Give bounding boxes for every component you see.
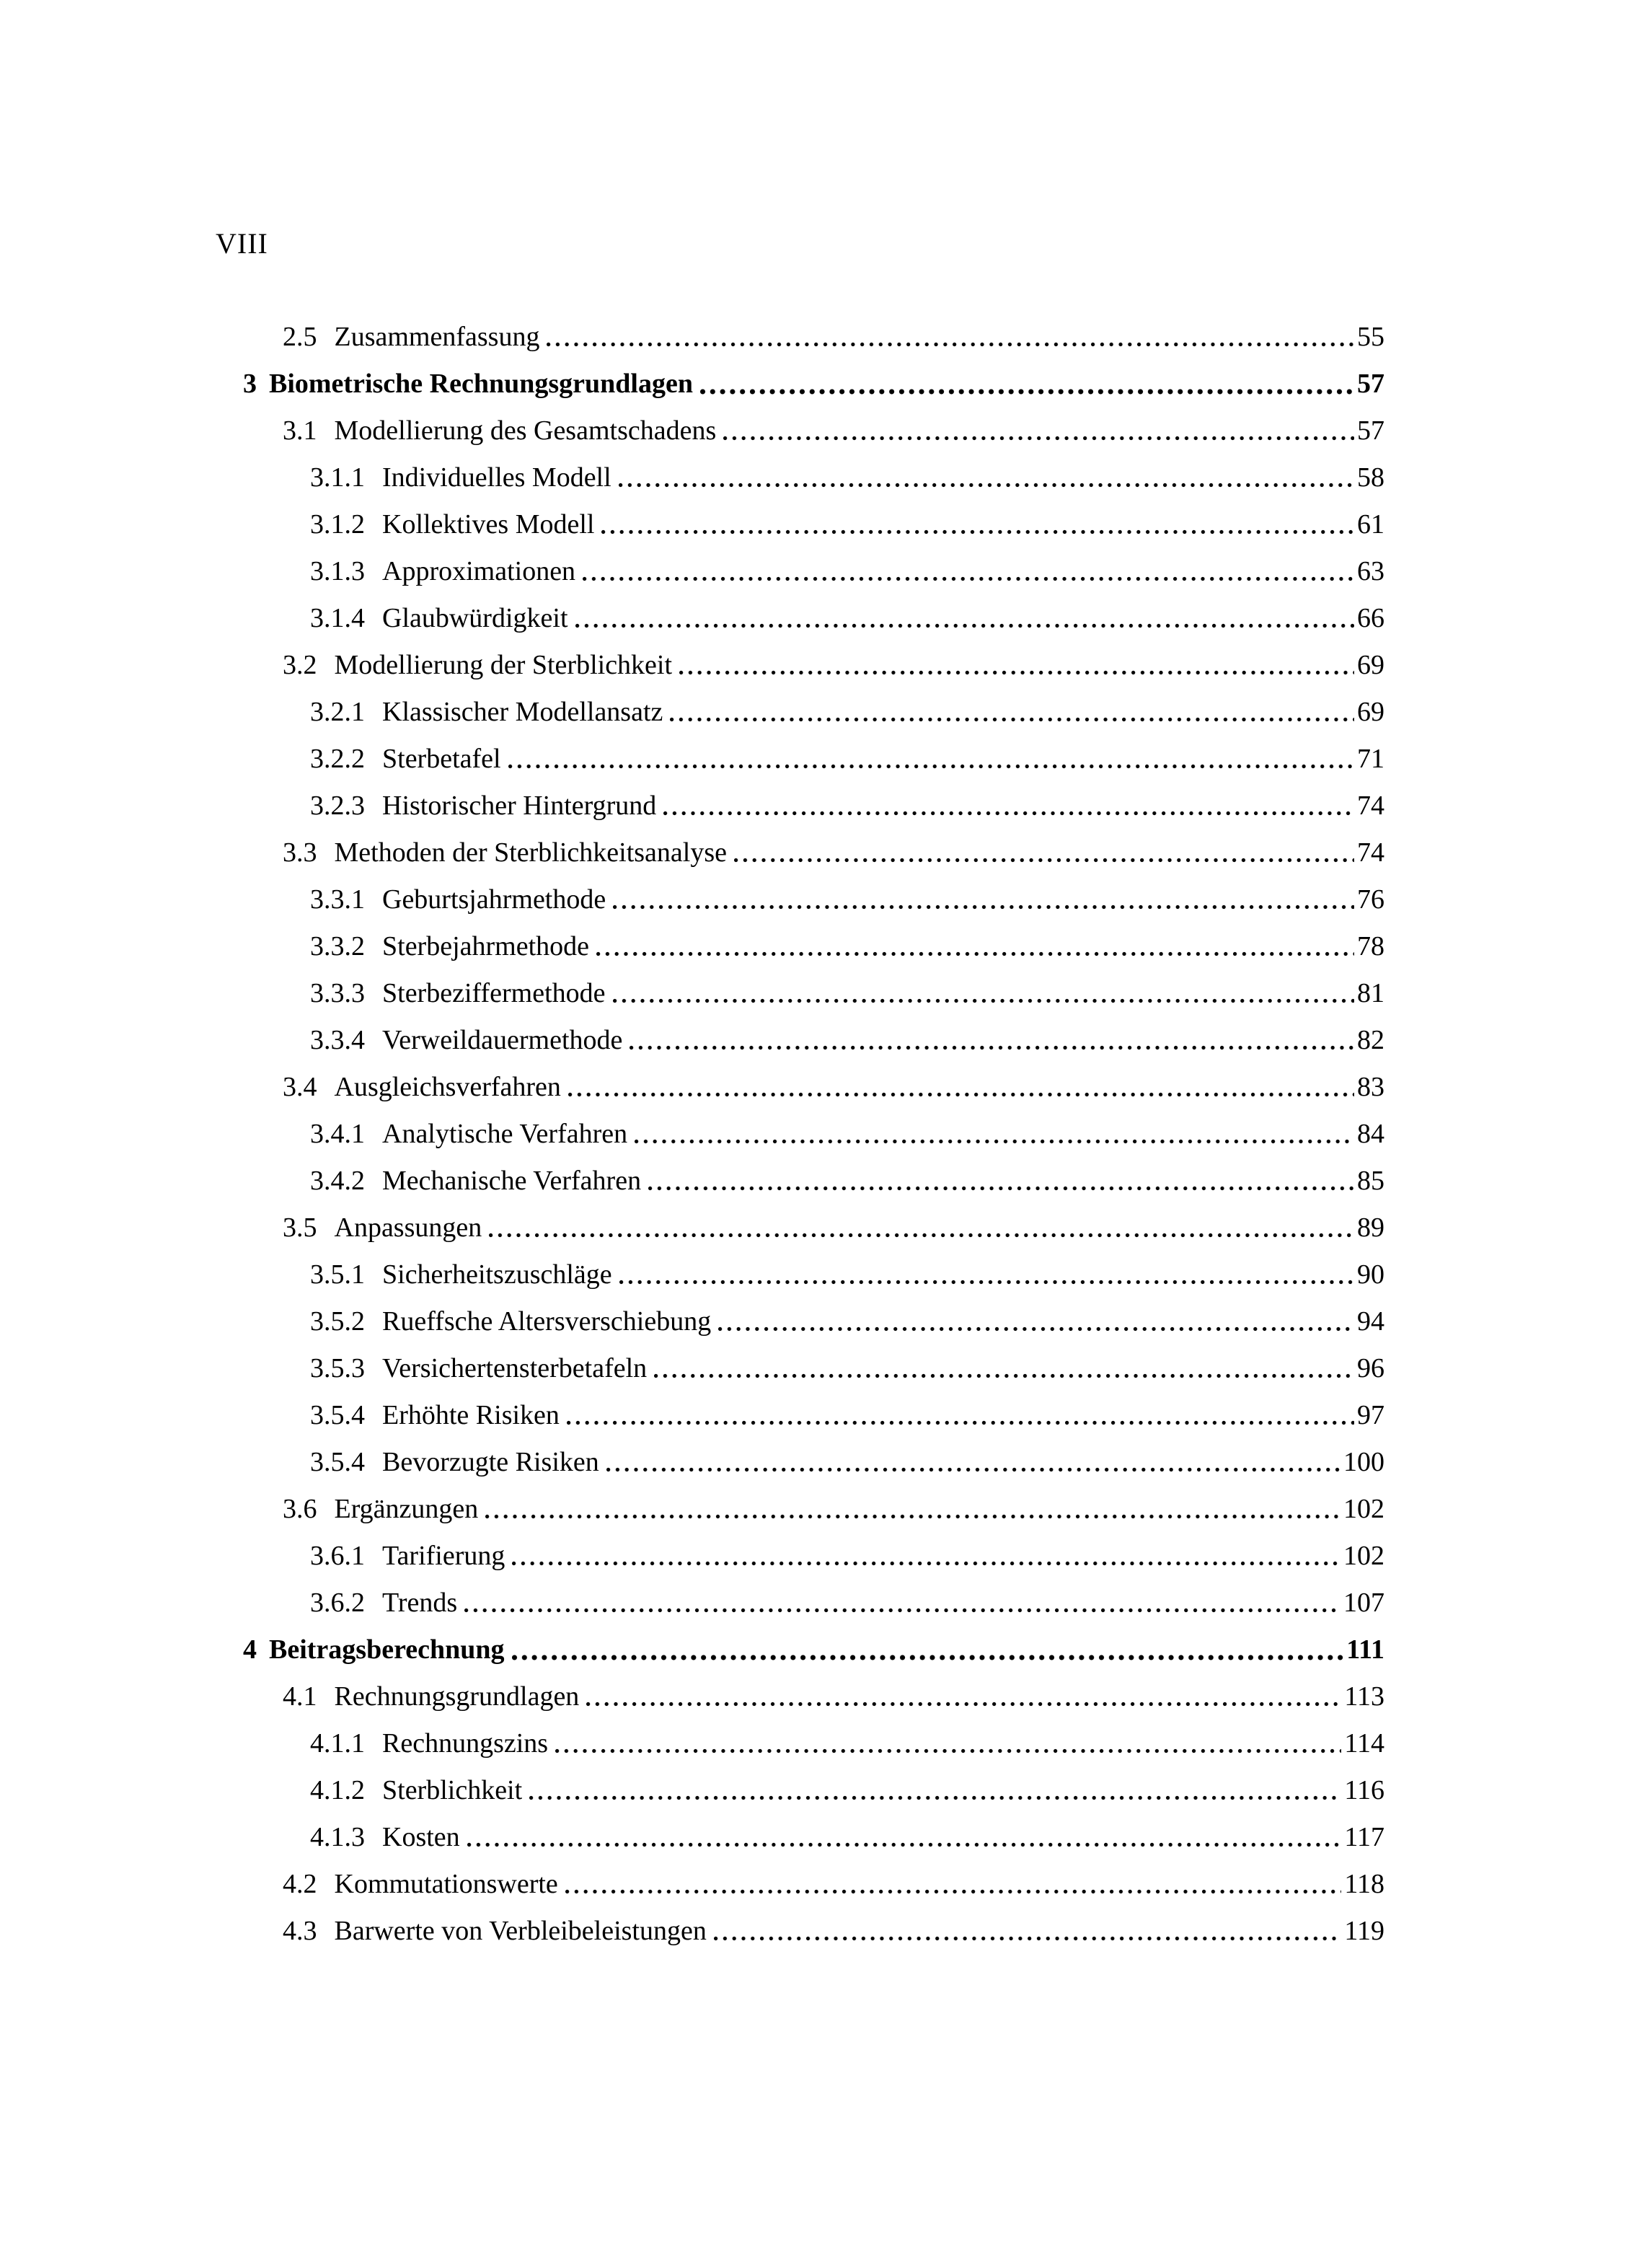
toc-entry-page: 111 <box>1346 1634 1384 1665</box>
toc-entry-number: 3.1.3 <box>310 556 365 587</box>
toc-entry <box>243 1150 1384 1197</box>
toc-entry <box>243 1431 1384 1478</box>
toc-entry <box>243 868 1384 915</box>
toc-entry <box>243 681 1384 728</box>
toc-entry-title: Rechnungsgrundlagen <box>334 1681 580 1712</box>
toc-entry <box>243 775 1384 822</box>
toc-entry-title: Geburtsjahrmethode <box>382 884 606 915</box>
toc-entry <box>243 446 1384 493</box>
dot-leader <box>596 951 1354 956</box>
toc-entry-title: Sterbetafel <box>382 744 501 775</box>
dot-leader <box>718 1326 1354 1332</box>
toc-entry-page: 69 <box>1357 650 1384 681</box>
dot-leader <box>547 342 1354 347</box>
toc-entry <box>243 634 1384 681</box>
toc-entry-number: 3.2.3 <box>310 791 365 822</box>
dot-leader <box>630 1045 1354 1050</box>
toc-entry-page: 102 <box>1343 1494 1384 1525</box>
toc-entry-page: 66 <box>1357 603 1384 634</box>
toc-entry-page: 55 <box>1357 322 1384 353</box>
dot-leader <box>723 436 1354 441</box>
toc-entry <box>243 1525 1384 1572</box>
toc-entry-title: Kosten <box>382 1822 460 1853</box>
toc-entry-number: 3.1 <box>283 415 317 446</box>
toc-entry <box>243 962 1384 1009</box>
toc-entry-title: Approximationen <box>382 556 576 587</box>
toc-entry-title: Zusammenfassung <box>334 322 540 353</box>
dot-leader <box>529 1795 1341 1800</box>
toc-entry-title: Analytische Verfahren <box>382 1119 628 1150</box>
dot-leader <box>489 1233 1354 1238</box>
toc-entry-page: 102 <box>1343 1541 1384 1572</box>
toc-entry-title: Sterblichkeit <box>382 1775 523 1806</box>
toc-entry-number: 3.6 <box>283 1494 317 1525</box>
dot-leader <box>635 1139 1354 1144</box>
dot-leader <box>586 1702 1341 1707</box>
toc-entry-page: 78 <box>1357 931 1384 962</box>
toc-entry-page: 61 <box>1357 509 1384 540</box>
toc-entry-title: Mechanische Verfahren <box>382 1166 642 1197</box>
toc-entry-page: 63 <box>1357 556 1384 587</box>
toc-entry-number: 4.1.1 <box>310 1728 365 1759</box>
toc-entry-title: Klassischer Modellansatz <box>382 697 663 728</box>
toc-entry <box>243 1478 1384 1525</box>
toc-entry-number: 3.3.2 <box>310 931 365 962</box>
toc-entry-page: 57 <box>1357 369 1384 400</box>
dot-leader <box>670 717 1354 722</box>
toc-entry-title: Sterbejahrmethode <box>382 931 590 962</box>
toc-entry-number: 3 <box>243 369 257 400</box>
page-number-header: VIII <box>216 227 268 260</box>
toc-entry <box>243 1244 1384 1290</box>
dot-leader <box>654 1373 1354 1378</box>
toc-entry-number: 4.3 <box>283 1916 317 1947</box>
toc-entry-number: 3.2.1 <box>310 697 365 728</box>
toc-entry-page: 81 <box>1357 978 1384 1009</box>
toc-entry-page: 84 <box>1357 1119 1384 1150</box>
toc-entry-title: Rechnungszins <box>382 1728 549 1759</box>
toc-entry <box>243 306 1384 353</box>
toc-entry-number: 4.2 <box>283 1869 317 1900</box>
dot-leader <box>512 1655 1344 1660</box>
toc-entry-number: 3.2 <box>283 650 317 681</box>
toc-entry-number: 3.5 <box>283 1212 317 1244</box>
dot-leader <box>583 576 1354 581</box>
toc-entry-page: 97 <box>1357 1400 1384 1431</box>
toc-entry <box>243 1337 1384 1384</box>
toc-entry-page: 119 <box>1344 1916 1384 1947</box>
toc-entry-title: Rueffsche Altersverschiebung <box>382 1306 712 1337</box>
dot-leader <box>567 1420 1354 1425</box>
toc-entry <box>243 540 1384 587</box>
dot-leader <box>714 1936 1342 1941</box>
toc-entry-page: 69 <box>1357 697 1384 728</box>
toc-entry-title: Kommutationswerte <box>334 1869 558 1900</box>
toc-entry-title: Glaubwürdigkeit <box>382 603 568 634</box>
toc-entry <box>243 1103 1384 1150</box>
toc-entry-number: 3.4.2 <box>310 1166 365 1197</box>
toc-entry-page: 100 <box>1343 1447 1384 1478</box>
toc-entry <box>243 822 1384 868</box>
dot-leader <box>700 389 1354 395</box>
toc-entry-page: 82 <box>1357 1025 1384 1056</box>
toc-entry-title: Beitragsberechnung <box>269 1634 505 1665</box>
dot-leader <box>508 764 1354 769</box>
toc-entry <box>243 1806 1384 1853</box>
toc-entry-number: 3.6.2 <box>310 1588 365 1619</box>
toc-entry-page: 58 <box>1357 462 1384 493</box>
dot-leader <box>601 529 1354 534</box>
toc-entry-number: 3.3.4 <box>310 1025 365 1056</box>
toc-entry-number: 3.3.3 <box>310 978 365 1009</box>
toc-entry <box>243 1665 1384 1712</box>
toc-entry-number: 4.1.3 <box>310 1822 365 1853</box>
toc-entry-title: Biometrische Rechnungsgrundlagen <box>269 369 693 400</box>
toc-entry <box>243 1384 1384 1431</box>
toc-entry-number: 4.1.2 <box>310 1775 365 1806</box>
toc-entry-title: Trends <box>382 1588 458 1619</box>
dot-leader <box>619 1280 1354 1285</box>
toc-entry-title: Kollektives Modell <box>382 509 595 540</box>
toc-entry <box>243 1619 1384 1665</box>
toc-entry-title: Erhöhte Risiken <box>382 1400 560 1431</box>
dot-leader <box>613 905 1354 910</box>
toc-entry-title: Anpassungen <box>334 1212 482 1244</box>
dot-leader <box>485 1514 1340 1519</box>
toc-entry-number: 3.4.1 <box>310 1119 365 1150</box>
toc-entry-number: 3.4 <box>283 1072 317 1103</box>
toc-entry-title: Individuelles Modell <box>382 462 611 493</box>
toc-entry <box>243 915 1384 962</box>
toc-entry <box>243 1197 1384 1244</box>
toc-entry-title: Modellierung des Gesamtschadens <box>334 415 717 446</box>
toc-entry-number: 3.5.4 <box>310 1400 365 1431</box>
toc-entry-page: 118 <box>1344 1869 1384 1900</box>
toc-entry-page: 57 <box>1357 415 1384 446</box>
toc-entry <box>243 1572 1384 1619</box>
toc-entry <box>243 728 1384 775</box>
toc-entry <box>243 1712 1384 1759</box>
toc-entry-number: 3.5.1 <box>310 1259 365 1290</box>
dot-leader <box>679 670 1354 675</box>
toc-list <box>243 306 1384 1947</box>
toc-entry-page: 74 <box>1357 791 1384 822</box>
toc-entry <box>243 1759 1384 1806</box>
toc-entry <box>243 400 1384 446</box>
dot-leader <box>606 1467 1340 1472</box>
toc-entry-page: 107 <box>1343 1588 1384 1619</box>
dot-leader <box>512 1561 1340 1566</box>
toc-entry-number: 3.3.1 <box>310 884 365 915</box>
toc-entry-page: 90 <box>1357 1259 1384 1290</box>
dot-leader <box>565 1889 1342 1894</box>
toc-entry-title: Tarifierung <box>382 1541 505 1572</box>
toc-entry-number: 3.5.4 <box>310 1447 365 1478</box>
toc-entry-number: 3.5.3 <box>310 1353 365 1384</box>
toc-entry-title: Ausgleichsverfahren <box>334 1072 561 1103</box>
toc-entry <box>243 353 1384 400</box>
dot-leader <box>613 998 1355 1003</box>
toc-entry-page: 94 <box>1357 1306 1384 1337</box>
dot-leader <box>467 1842 1342 1847</box>
toc-entry <box>243 1853 1384 1900</box>
toc-entry <box>243 1290 1384 1337</box>
toc-entry-number: 3.2.2 <box>310 744 365 775</box>
toc-entry-number: 3.5.2 <box>310 1306 365 1337</box>
toc-entry-number: 4.1 <box>283 1681 317 1712</box>
toc-entry-title: Bevorzugte Risiken <box>382 1447 599 1478</box>
toc-entry-title: Verweildauermethode <box>382 1025 623 1056</box>
toc-entry <box>243 1900 1384 1947</box>
toc-entry-title: Historischer Hintergrund <box>382 791 657 822</box>
toc-entry-title: Sicherheitszuschläge <box>382 1259 612 1290</box>
dot-leader <box>663 811 1354 816</box>
toc-entry-page: 76 <box>1357 884 1384 915</box>
toc-entry-title: Modellierung der Sterblichkeit <box>334 650 673 681</box>
toc-entry-page: 83 <box>1357 1072 1384 1103</box>
dot-leader <box>734 858 1354 863</box>
toc-entry-page: 71 <box>1357 744 1384 775</box>
toc-entry-page: 89 <box>1357 1212 1384 1244</box>
toc-entry-page: 116 <box>1344 1775 1384 1806</box>
toc-entry-number: 3.3 <box>283 837 317 868</box>
toc-entry-title: Ergänzungen <box>334 1494 479 1525</box>
dot-leader <box>575 623 1354 628</box>
toc-entry-number: 3.1.4 <box>310 603 365 634</box>
toc-entry-page: 85 <box>1357 1166 1384 1197</box>
toc-entry <box>243 1009 1384 1056</box>
toc-entry-page: 114 <box>1344 1728 1384 1759</box>
toc-entry <box>243 493 1384 540</box>
toc-entry-number: 3.1.2 <box>310 509 365 540</box>
toc-entry-title: Barwerte von Verbleibeleistungen <box>334 1916 707 1947</box>
dot-leader <box>648 1186 1354 1191</box>
toc-entry-number: 4 <box>243 1634 257 1665</box>
toc-entry-page: 96 <box>1357 1353 1384 1384</box>
toc-entry-number: 2.5 <box>283 322 317 353</box>
toc-entry-number: 3.6.1 <box>310 1541 365 1572</box>
dot-leader <box>555 1748 1341 1753</box>
toc-entry-number: 3.1.1 <box>310 462 365 493</box>
toc-entry <box>243 587 1384 634</box>
toc-entry <box>243 1056 1384 1103</box>
toc-entry-page: 117 <box>1344 1822 1384 1853</box>
toc-entry-title: Sterbeziffermethode <box>382 978 606 1009</box>
toc-entry-title: Versichertensterbetafeln <box>382 1353 648 1384</box>
dot-leader <box>568 1092 1354 1097</box>
toc-entry-page: 113 <box>1344 1681 1384 1712</box>
toc-entry-title: Methoden der Sterblichkeitsanalyse <box>334 837 728 868</box>
dot-leader <box>619 483 1354 488</box>
dot-leader <box>464 1608 1340 1613</box>
toc-entry-page: 74 <box>1357 837 1384 868</box>
